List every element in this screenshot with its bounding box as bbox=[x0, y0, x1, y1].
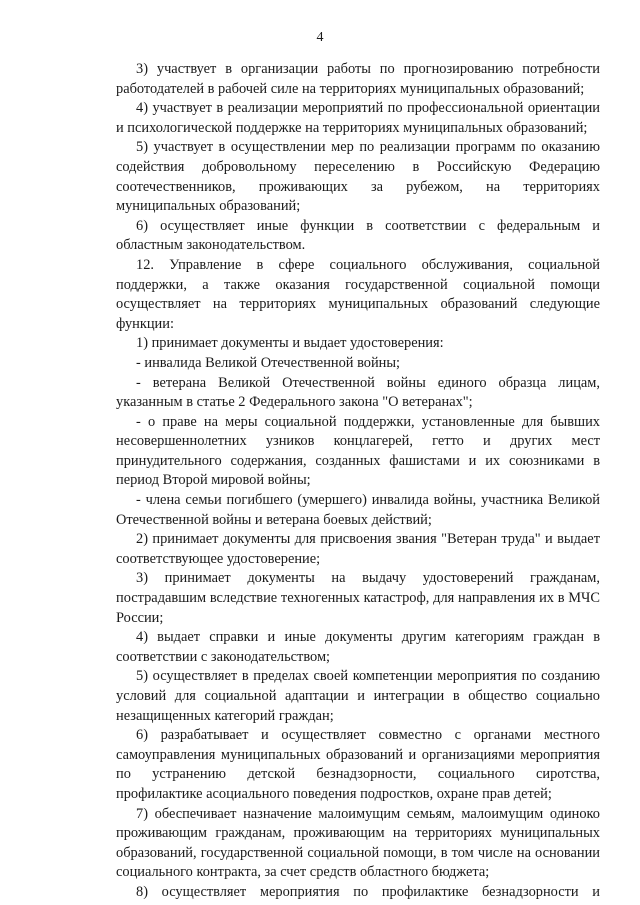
paragraph-subitem-1: 1) принимает документы и выдает удостоверения: bbox=[136, 335, 444, 352]
paragraph-item-6: 6) осуществляет иные функции в соответствии с федеральным и областным законодательством. bbox=[116, 217, 600, 254]
paragraph-item-3: 3) участвует в организации работы по прогнозированию потребности работодателей в рабочей силе на территориях муниципальных образований; bbox=[116, 61, 600, 97]
document-body bbox=[116, 60, 600, 903]
paragraph-dash-invalid: - инвалида Великой Отечественной войны; bbox=[136, 354, 401, 371]
paragraph-item-5: 5) участвует в осуществлении мер по реализации программ по оказанию содействия добровольному переселению в Российскую Федерацию соотечественников, проживающих за рубежом, на территориях муниципальных образований; bbox=[116, 139, 600, 215]
paragraph-dash-family: - члена семьи погибшего (умершего) инвалида войны, участника Великой Отечественной войны и ветерана боевых действий; bbox=[116, 492, 600, 528]
paragraph-dash-veteran: - ветерана Великой Отечественной войны единого образца лицам, указанным в статье 2 Федерального закона "О ветеранах"; bbox=[116, 374, 600, 411]
paragraph-item-4: 4) участвует в реализации мероприятий по профессиональной ориентации и психологической поддержке на территориях муниципальных образований; bbox=[116, 100, 600, 136]
paragraph-subitem-2: 2) принимает документы для присвоения звания "Ветеран труда" и выдает соответствующее удостоверение; bbox=[116, 531, 600, 567]
paragraph-subitem-7: 7) обеспечивает назначение малоимущим семьям, малоимущим одиноко проживающим гражданам, проживающим на территориях муниципальных образований, государственной социальной помощи, в том числе на основании социального контракта, за счет средств областного бюджета; bbox=[116, 805, 600, 881]
paragraph-subitem-5: 5) осуществляет в пределах своей компетенции мероприятия по созданию условий для социальной адаптации и интеграции в общество социально незащищенных категорий граждан; bbox=[116, 668, 600, 724]
page-number: 4 bbox=[316, 30, 324, 45]
paragraph-subitem-3: 3) принимает документы на выдачу удостоверений гражданам, пострадавшим вследствие техногенных катастроф, для направления их в МЧС России; bbox=[116, 570, 600, 626]
paragraph-dash-prisoners: - о праве на меры социальной поддержки, установленные для бывших несовершеннолетних узников концлагерей, гетто и других мест принудительного содержания, созданных фашистами и их союзниками в период Второй мировой войны; bbox=[116, 413, 600, 489]
paragraph-subitem-4: 4) выдает справки и иные документы другим категориям граждан в соответствии с законодательством; bbox=[116, 629, 600, 665]
paragraph-section-12: 12. Управление в сфере социального обслуживания, социальной поддержки, а также оказания государственной социальной помощи осуществляет на территориях муниципальных образований следующие функции: bbox=[116, 256, 600, 332]
paragraph-subitem-6: 6) разрабатывает и осуществляет совместно с органами местного самоуправления муниципальных образований и организациями мероприятия по устранению детской безнадзорности, социального сиротства, профилактике асоциального поведения подростков, охране прав детей; bbox=[116, 727, 600, 802]
paragraph-subitem-8: 8) осуществляет мероприятия по профилактике безнадзорности и bbox=[136, 883, 600, 900]
